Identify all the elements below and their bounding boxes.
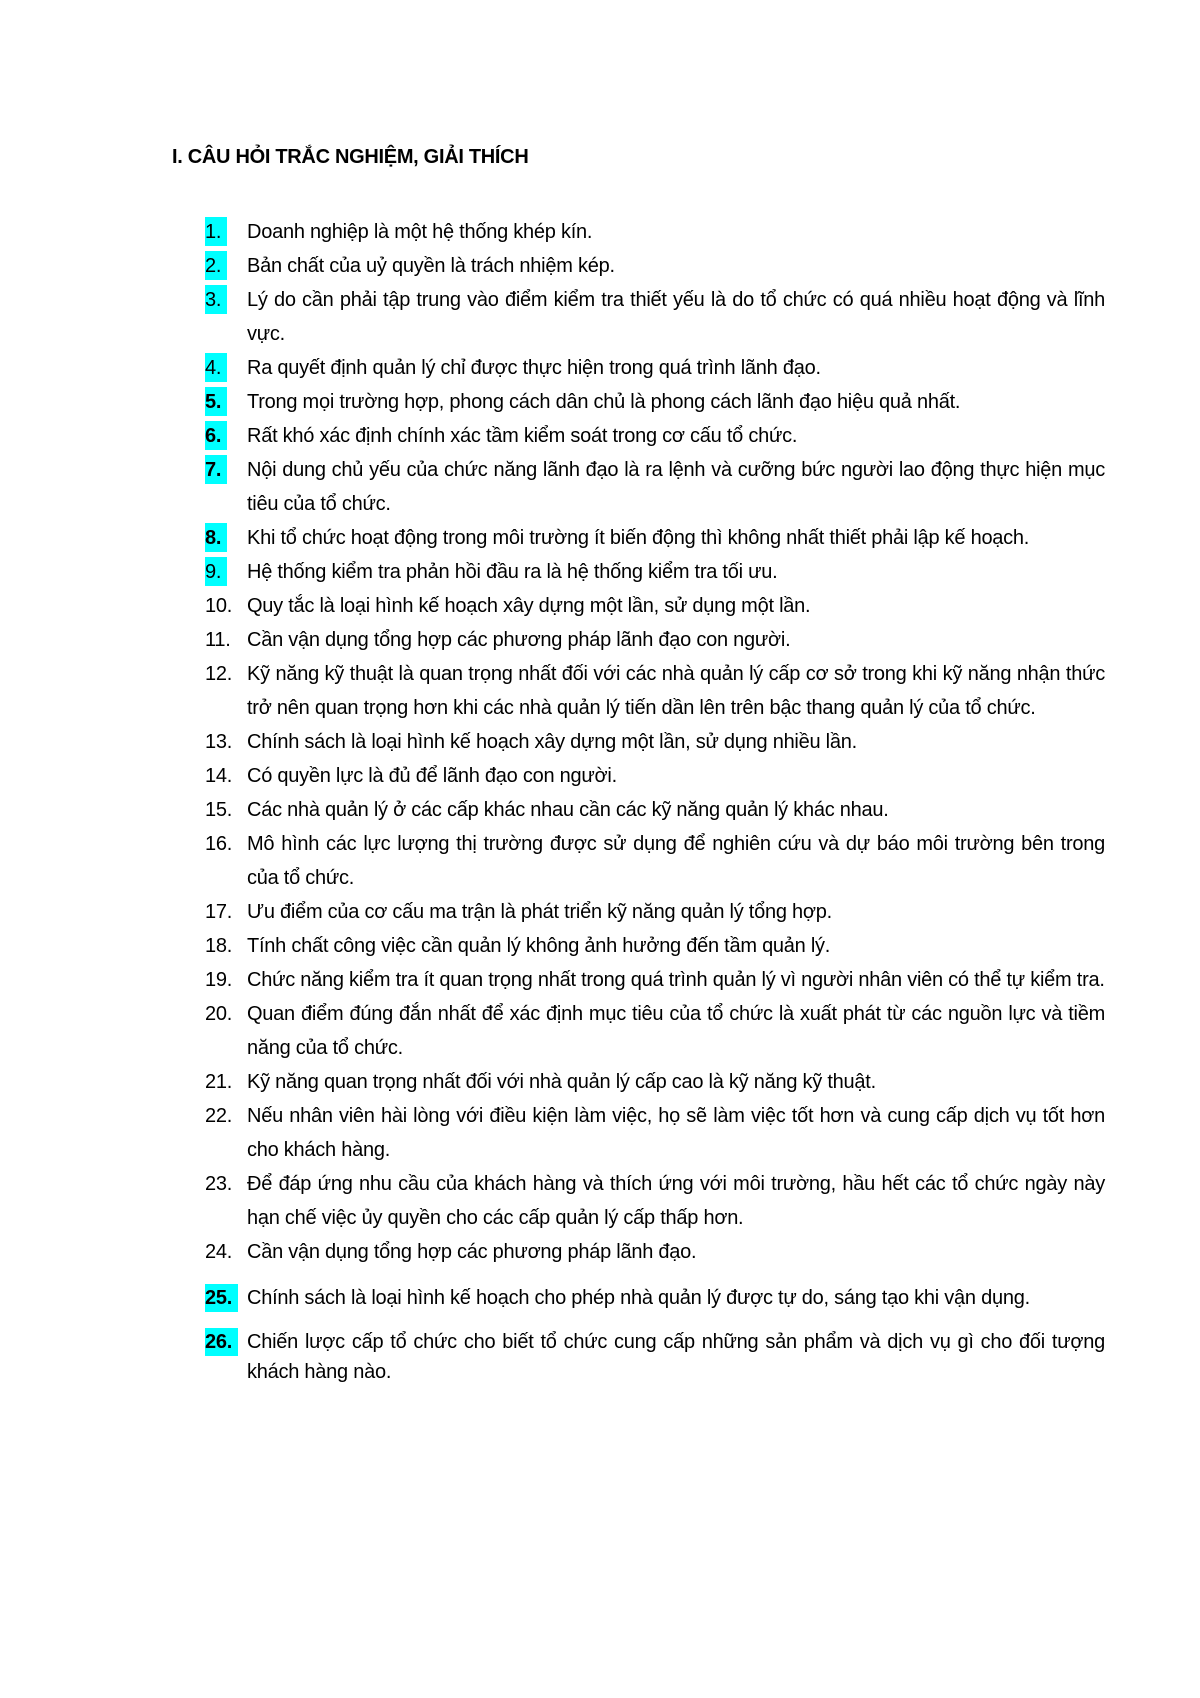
question-number: 24. [205, 1241, 233, 1263]
question-text: Kỹ năng kỹ thuật là quan trọng nhất đối với các nhà quản lý cấp cơ sở trong khi kỹ năng nhận thức trở nên quan trọng hơn khi các nhà quản lý tiến dần lên trên bậc thang quản lý của tổ chức. [247, 663, 1105, 719]
question-item [205, 1065, 1105, 1099]
question-text: Khi tổ chức hoạt động trong môi trường ít biến động thì không nhất thiết phải lập kế hoạch. [247, 527, 1030, 549]
question-text: Kỹ năng quan trọng nhất đối với nhà quản lý cấp cao là kỹ năng kỹ thuật. [247, 1071, 876, 1093]
question-item [205, 827, 1105, 895]
question-number: 5. [205, 385, 247, 419]
question-number: 26. [205, 1327, 247, 1357]
section-heading: I. CÂU HỎI TRẮC NGHIỆM, GIẢI THÍCH [172, 146, 529, 168]
question-item [205, 521, 1105, 555]
question-item [205, 1167, 1105, 1235]
question-number: 6. [205, 419, 247, 453]
question-number: 14. [205, 765, 233, 787]
question-item [205, 1235, 1105, 1269]
question-text: Tính chất công việc cần quản lý không ảnh hưởng đến tầm quản lý. [247, 935, 831, 957]
question-item [205, 793, 1105, 827]
question-number: 20. [205, 1003, 233, 1025]
question-item [205, 929, 1105, 963]
question-number: 7. [205, 453, 247, 487]
question-item [205, 555, 1105, 589]
question-text: Ưu điểm của cơ cấu ma trận là phát triển kỹ năng quản lý tổng hợp. [247, 901, 832, 923]
question-item [205, 1283, 1105, 1313]
question-number: 17. [205, 901, 233, 923]
question-item [205, 589, 1105, 623]
question-text: Có quyền lực là đủ để lãnh đạo con người. [247, 765, 617, 787]
question-text: Chính sách là loại hình kế hoạch cho phép nhà quản lý được tự do, sáng tạo khi vận dụng. [247, 1287, 1030, 1309]
question-text: Mô hình các lực lượng thị trường được sử dụng để nghiên cứu và dự báo môi trường bên trong của tổ chức. [247, 833, 1105, 889]
question-text: Chiến lược cấp tổ chức cho biết tổ chức cung cấp những sản phẩm và dịch vụ gì cho đối tượng khách hàng nào. [247, 1331, 1105, 1383]
question-text: Cần vận dụng tổng hợp các phương pháp lãnh đạo. [247, 1241, 697, 1263]
question-text: Rất khó xác định chính xác tầm kiểm soát trong cơ cấu tổ chức. [247, 425, 798, 447]
question-number: 8. [205, 521, 247, 555]
question-item [205, 657, 1105, 725]
question-item [205, 997, 1105, 1065]
question-text: Nội dung chủ yếu của chức năng lãnh đạo là ra lệnh và cưỡng bức người lao động thực hiện mục tiêu của tổ chức. [247, 459, 1105, 515]
question-item [205, 1099, 1105, 1167]
question-text: Chính sách là loại hình kế hoạch xây dựng một lần, sử dụng nhiều lần. [247, 731, 857, 753]
question-number: 13. [205, 731, 233, 753]
question-text: Hệ thống kiểm tra phản hồi đầu ra là hệ thống kiểm tra tối ưu. [247, 561, 778, 583]
question-number: 21. [205, 1071, 233, 1093]
question-text: Để đáp ứng nhu cầu của khách hàng và thích ứng với môi trường, hầu hết các tổ chức ngày này hạn chế việc ủy quyền cho các cấp quản lý cấp thấp hơn. [247, 1173, 1105, 1229]
question-item [205, 249, 1105, 283]
question-number: 19. [205, 969, 233, 991]
question-text: Chức năng kiểm tra ít quan trọng nhất trong quá trình quản lý vì người nhân viên có thể tự kiểm tra. [247, 969, 1105, 991]
question-item [205, 759, 1105, 793]
question-text: Quy tắc là loại hình kế hoạch xây dựng một lần, sử dụng một lần. [247, 595, 811, 617]
question-item [205, 385, 1105, 419]
question-item [205, 283, 1105, 351]
question-number: 10. [205, 595, 233, 617]
question-number: 12. [205, 663, 233, 685]
question-text: Trong mọi trường hợp, phong cách dân chủ là phong cách lãnh đạo hiệu quả nhất. [247, 391, 961, 413]
question-item [205, 895, 1105, 929]
question-number: 18. [205, 935, 233, 957]
question-item [205, 215, 1105, 249]
question-number: 1. [205, 215, 247, 249]
question-number: 16. [205, 833, 233, 855]
question-item [205, 419, 1105, 453]
question-number: 23. [205, 1173, 233, 1195]
question-number: 25. [205, 1283, 247, 1313]
question-text: Doanh nghiệp là một hệ thống khép kín. [247, 221, 593, 243]
question-text: Lý do cần phải tập trung vào điểm kiểm tra thiết yếu là do tổ chức có quá nhiều hoạt động và lĩnh vực. [247, 289, 1105, 345]
question-number: 3. [205, 283, 247, 317]
question-list [205, 215, 1105, 1387]
question-number: 4. [205, 351, 247, 385]
question-item [205, 963, 1105, 997]
question-item [205, 351, 1105, 385]
question-number: 2. [205, 249, 247, 283]
question-item [205, 1327, 1105, 1387]
question-text: Bản chất của uỷ quyền là trách nhiệm kép. [247, 255, 615, 277]
question-text: Quan điểm đúng đắn nhất để xác định mục tiêu của tổ chức là xuất phát từ các nguồn lực và tiềm năng của tổ chức. [247, 1003, 1105, 1059]
question-number: 15. [205, 799, 233, 821]
question-text: Các nhà quản lý ở các cấp khác nhau cần các kỹ năng quản lý khác nhau. [247, 799, 889, 821]
question-number: 9. [205, 555, 247, 589]
question-text: Ra quyết định quản lý chỉ được thực hiện trong quá trình lãnh đạo. [247, 357, 821, 379]
question-text: Nếu nhân viên hài lòng với điều kiện làm việc, họ sẽ làm việc tốt hơn và cung cấp dịch vụ tốt hơn cho khách hàng. [247, 1105, 1105, 1161]
question-number: 22. [205, 1105, 233, 1127]
question-item [205, 623, 1105, 657]
question-number: 11. [205, 629, 231, 651]
question-item [205, 725, 1105, 759]
question-item [205, 453, 1105, 521]
question-text: Cần vận dụng tổng hợp các phương pháp lãnh đạo con người. [247, 629, 791, 651]
